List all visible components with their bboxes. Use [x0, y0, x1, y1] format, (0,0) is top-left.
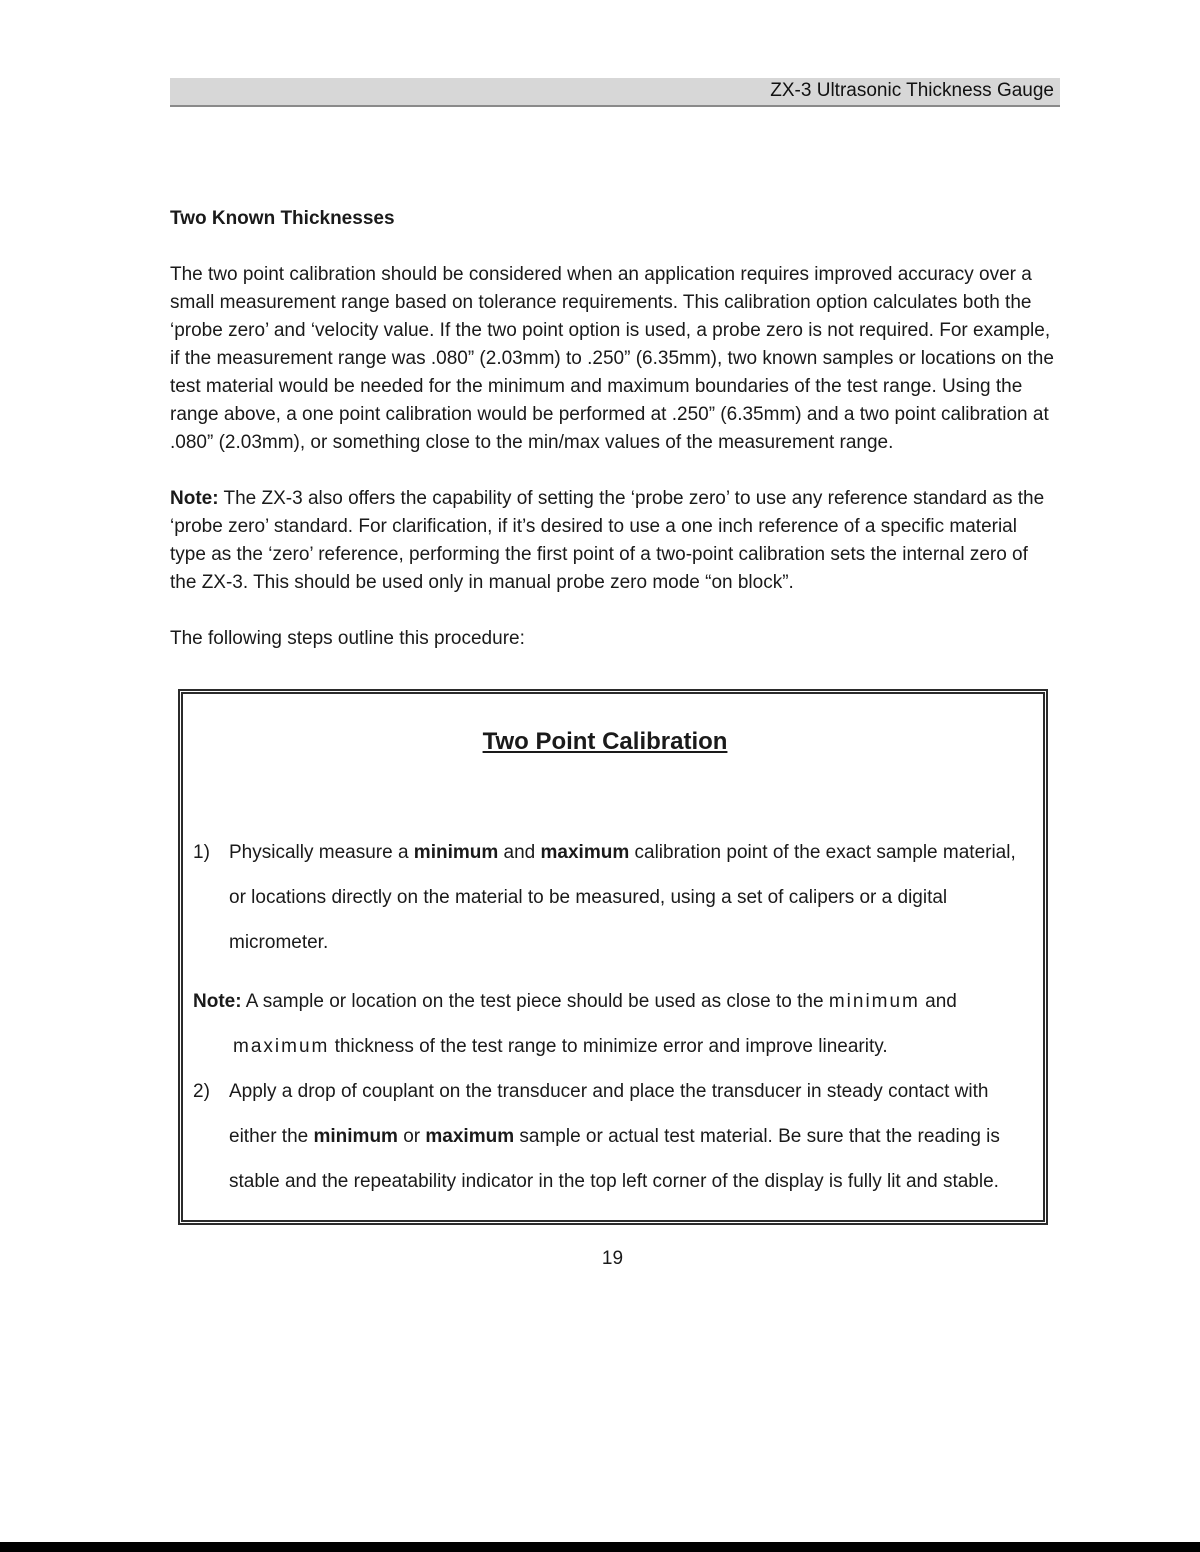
- calibration-step-2: [193, 1069, 1017, 1204]
- calibration-box: [178, 689, 1048, 1225]
- step-2-text: Apply a drop of couplant on the transducer and place the transducer in steady contact with either the minimum or maximum sample or actual test material. Be sure that the reading is stable and the repeatability indicator in the top left corner of the display is fully lit and stable.: [229, 1081, 1000, 1192]
- step-1-text: Physically measure a minimum and maximum calibration point of the exact sample material, or locations directly on the material to be measured, using a set of calipers or a digital micrometer.: [229, 842, 1016, 953]
- paragraph-note: Note: The ZX-3 also offers the capability of setting the ‘probe zero’ to use any reference standard as the ‘probe zero’ standard. For clarification, if it’s desired to use a one inch reference of a specific material type as the ‘zero’ reference, performing the first point of a two-point calibration sets the internal zero of the ZX-3. This should be used only in manual probe zero mode “on block”.: [170, 488, 1045, 593]
- calibration-step-1: [193, 830, 1017, 965]
- paragraph-intro: The two point calibration should be considered when an application requires improved accuracy over a small measurement range based on tolerance requirements. This calibration option calculates both the ‘probe zero’ and ‘velocity value. If the two point option is used, a probe zero is not required. For example, if the measurement range was .080” (2.03mm) to .250” (6.35mm), two known samples or locations on the test material would be needed for the minimum and maximum boundaries of the test range. Using the range above, a one point calibration would be performed at .250” (6.35mm) and a two point calibration at .080” (2.03mm), or something close to the min/max values of the measurement range.: [170, 264, 1054, 453]
- calibration-box-note: Note: A sample or location on the test piece should be used as close to the minimum and maximum thickness of the test range to minimize error and improve linearity.: [193, 991, 957, 1057]
- bottom-edge: [0, 1542, 1200, 1552]
- header-title: ZX-3 Ultrasonic Thickness Gauge: [770, 80, 1054, 101]
- paragraph-procedure: The following steps outline this procedure:: [170, 628, 525, 649]
- step-2-number: 2): [193, 1081, 210, 1102]
- page-number: 19: [601, 1248, 624, 1269]
- page-header: [170, 78, 1060, 107]
- step-1-number: 1): [193, 842, 210, 863]
- calibration-box-title: Two Point Calibration: [482, 728, 728, 755]
- page-content: [170, 205, 1055, 1273]
- section-heading: Two Known Thicknesses: [170, 208, 395, 229]
